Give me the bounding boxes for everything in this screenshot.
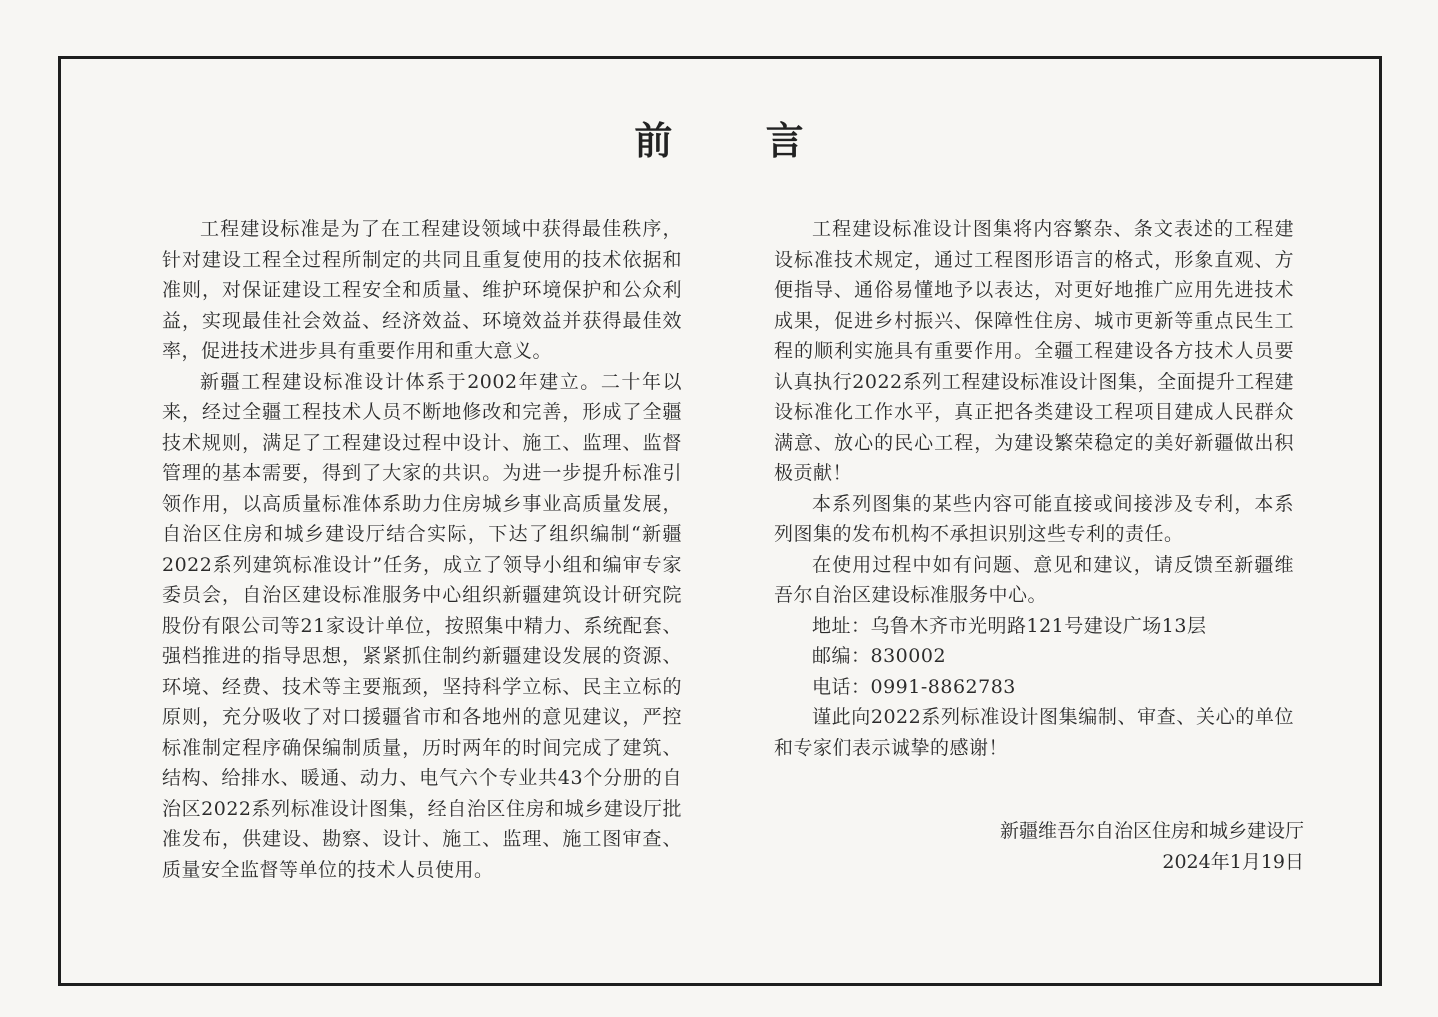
paragraph: 本系列图集的某些内容可能直接或间接涉及专利，本系列图集的发布机构不承担识别这些专利的责任。 bbox=[774, 492, 1294, 545]
paragraph: 工程建设标准设计图集将内容繁杂、条文表述的工程建设标准技术规定，通过工程图形语言的格式，形象直观、方便指导、通俗易懂地予以表达，对更好地推广应用先进技术成果，促进乡村振兴、保障性住房、城市更新等重点民生工程的顺利实施具有重要作用。全疆工程建设各方技术人员要认真执行2022系列工程建设标准设计图集，全面提升工程建设标准化工作水平，真正把各类建设工程项目建成人民群众满意、放心的民心工程，为建设繁荣稳定的美好新疆做出积极贡献！ bbox=[774, 218, 1294, 484]
paragraph: 新疆工程建设标准设计体系于2002年建立。二十年以来，经过全疆工程技术人员不断地修改和完善，形成了全疆技术规则，满足了工程建设过程中设计、施工、监理、监督管理的基本需要，得到了大家的共识。为进一步提升标准引领作用，以高质量标准体系助力住房城乡事业高质量发展，自治区住房和城乡建设厅结合实际，下达了组织编制“新疆2022系列建筑标准设计”任务，成立了领导小组和编审专家委员会，自治区建设标准服务中心组织新疆建筑设计研究院股份有限公司等21家设计单位，按照集中精力、系统配套、强档推进的指导思想，紧紧抓住制约新疆建设发展的资源、环境、经费、技术等主要瓶颈，坚持科学立标、民主立标的原则，充分吸收了对口援疆省市和各地州的意见建议，严控标准制定程序确保编制质量，历时两年的时间完成了建筑、结构、给排水、暖通、动力、电气六个专业共43个分册的自治区2022系列标准设计图集，经自治区住房和城乡建设厅批准发布，供建设、勘察、设计、施工、监理、施工图审查、质量安全监督等单位的技术人员使用。 bbox=[162, 370, 682, 881]
paragraph: 工程建设标准是为了在工程建设领域中获得最佳秩序，针对建设工程全过程所制定的共同且重复使用的技术依据和准则，对保证建设工程安全和质量、维护环境保护和公众利益，实现最佳社会效益、经济效益、环境效益并获得最佳效率，促进技术进步具有重要作用和重大意义。 bbox=[162, 218, 682, 362]
postcode-line: 邮编：830002 bbox=[812, 645, 947, 667]
address-line: 地址：乌鲁木齐市光明路121号建设广场13层 bbox=[812, 614, 1207, 637]
signature-org: 新疆维吾尔自治区住房和城乡建设厅 bbox=[999, 820, 1304, 842]
paragraph: 在使用过程中如有问题、意见和建议，请反馈至新疆维吾尔自治区建设标准服务中心。 bbox=[774, 553, 1294, 606]
right-column bbox=[774, 214, 1294, 763]
signature-block bbox=[1000, 816, 1304, 878]
page-title: 前 言 bbox=[634, 118, 844, 163]
phone-line: 电话：0991-8862783 bbox=[812, 675, 1016, 698]
paragraph: 谨此向2022系列标准设计图集编制、审查、关心的单位和专家们表示诚挚的感谢！ bbox=[774, 706, 1294, 759]
signature-date: 2024年1月19日 bbox=[1162, 851, 1304, 873]
left-column bbox=[162, 214, 682, 885]
